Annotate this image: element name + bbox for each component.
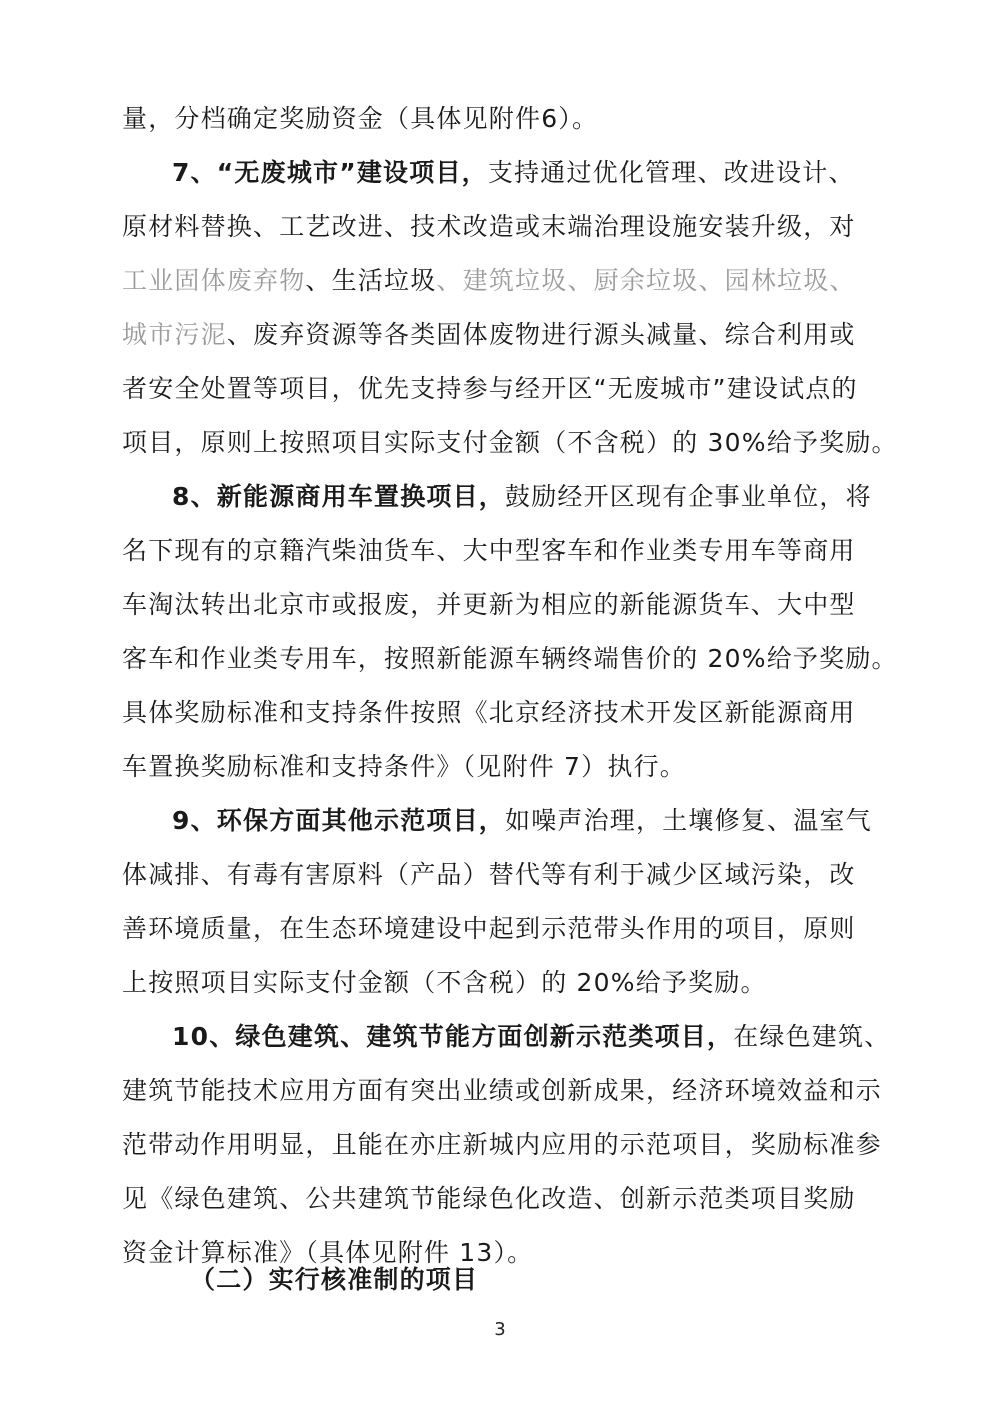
paragraph-9-line-2: 体减排、有毒有害原料（产品）替代等有利于减少区域污染，改 (122, 860, 856, 889)
separator: 、 (305, 266, 332, 295)
separator: 、 (829, 266, 856, 295)
faded-term: 厨余垃圾 (593, 266, 699, 295)
paragraph-9-line-1 (172, 806, 932, 836)
paragraph-7-line-6: 项目，原则上按照项目实际支付金额（不含税）的 30%给予奖励。 (122, 428, 898, 457)
paragraph-10-line-1 (172, 1022, 932, 1052)
paragraph-9-line-3: 善环境质量，在生态环境建设中起到示范带头作用的项目，原则 (122, 914, 856, 943)
paragraph-text: 、废弃资源等各类固体废物进行源头减量、综合利用或 (226, 320, 856, 349)
paragraph-text: 量，分档确定奖励资金（具体见附件6）。 (122, 104, 599, 133)
paragraph-10-line-3: 范带动作用明显，且能在亦庄新城内应用的示范项目，奖励标准参 (122, 1130, 882, 1159)
section-heading: （二）实行核准制的项目 (190, 1265, 479, 1294)
paragraph-8-heading: 8、新能源商用车置换项目， (172, 482, 505, 511)
page-number: 3 (494, 1319, 506, 1340)
paragraph-7-line-5: 者安全处置等项目，优先支持参与经开区“无废城市”建设试点的 (122, 374, 858, 403)
paragraph-9-heading: 9、环保方面其他示范项目， (172, 806, 505, 835)
paragraph-8-line-1 (172, 482, 932, 512)
paragraph-10-heading: 10、绿色建筑、建筑节能方面创新示范类项目， (172, 1022, 734, 1051)
paragraph-10-line-4: 见《绿色建筑、公共建筑节能绿色化改造、创新示范类项目奖励 (122, 1184, 856, 1213)
paragraph-text: 鼓励经开区现有企事业单位，将 (505, 482, 872, 511)
separator: 、 (698, 266, 725, 295)
paragraph-8-line-5: 具体奖励标准和支持条件按照《北京经济技术开发区新能源商用 (122, 698, 856, 727)
paragraph-8-line-2: 名下现有的京籍汽柴油货车、大中型客车和作业类专用车等商用 (122, 536, 856, 565)
paragraph-text: 如噪声治理，土壤修复、温室气 (505, 806, 872, 835)
separator: 、 (567, 266, 594, 295)
paragraph-7-line-2: 原材料替换、工艺改进、技术改造或末端治理设施安装升级，对 (122, 212, 856, 241)
paragraph-6-tail (122, 104, 882, 134)
paragraph-8-line-6: 车置换奖励标准和支持条件》（见附件 7）执行。 (122, 752, 686, 781)
faded-term: 建筑垃圾 (462, 266, 568, 295)
faded-term: 城市污泥 (122, 320, 227, 349)
paragraph-text: 在绿色建筑、 (733, 1022, 891, 1051)
paragraph-7-heading: 7、“无废城市”建设项目， (172, 158, 488, 187)
paragraph-8-line-3: 车淘汰转出北京市或报废，并更新为相应的新能源货车、大中型 (122, 590, 856, 619)
faded-term: 园林垃圾 (724, 266, 830, 295)
paragraph-9-line-4: 上按照项目实际支付金额（不含税）的 20%给予奖励。 (122, 968, 767, 997)
paragraph-7-line-1 (172, 158, 932, 188)
paragraph-text: 支持通过优化管理、改进设计、 (487, 158, 855, 187)
paragraph-7-line-4 (122, 320, 882, 350)
paragraph-10-line-2: 建筑节能技术应用方面有突出业绩或创新成果，经济环境效益和示 (122, 1076, 882, 1105)
paragraph-8-line-4: 客车和作业类专用车，按照新能源车辆终端售价的 20%给予奖励。 (122, 644, 898, 673)
term: 生活垃圾 (331, 266, 437, 295)
paragraph-7-line-3 (122, 266, 882, 296)
paragraph-10-line-5: 资金计算标准》（具体见附件 13）。 (122, 1238, 534, 1267)
separator: 、 (436, 266, 463, 295)
faded-term: 工业固体废弃物 (122, 266, 306, 295)
